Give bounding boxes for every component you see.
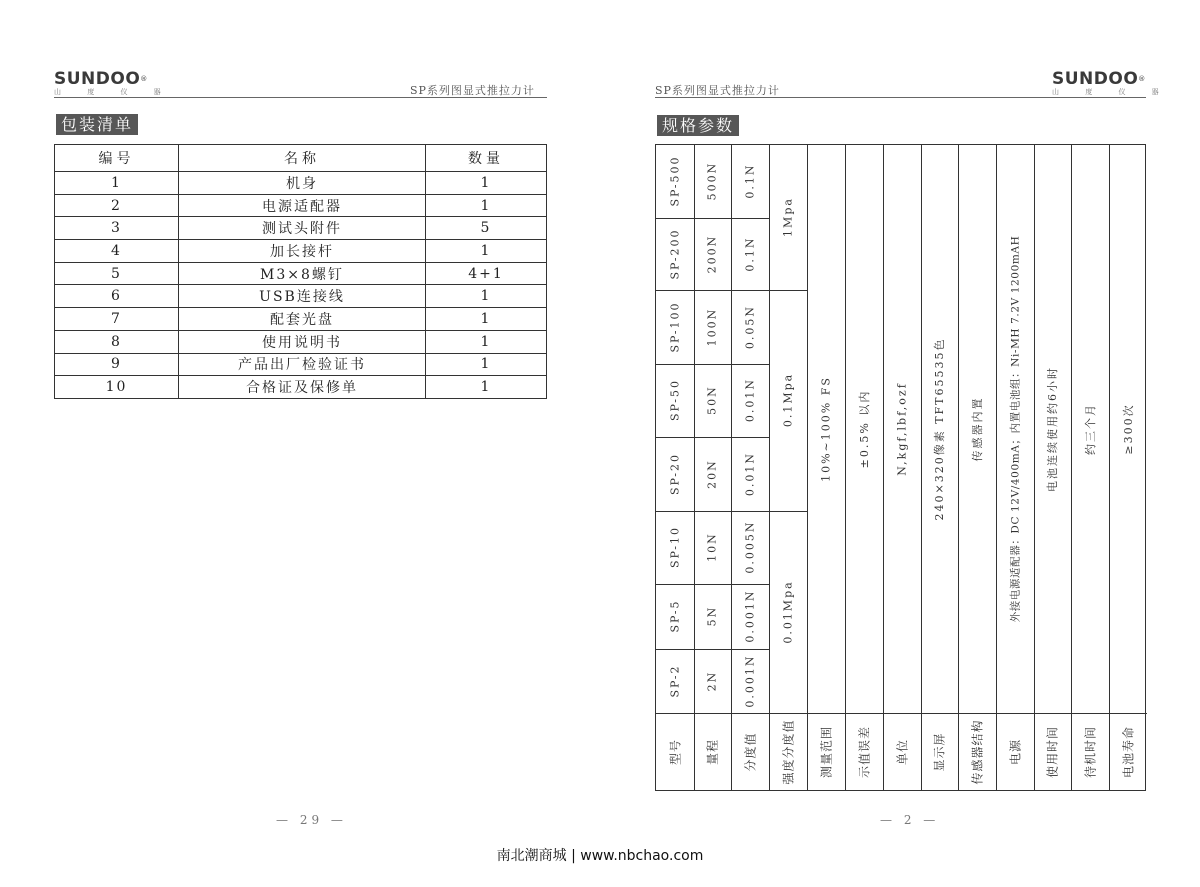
spec-model-cell: SP-100 xyxy=(668,301,682,353)
row-divider xyxy=(769,290,807,291)
col-header-name: 名称 xyxy=(179,145,426,172)
spec-label-sensor: 传感器结构 xyxy=(970,719,985,785)
cell-qty: 4+1 xyxy=(426,262,547,285)
spec-table xyxy=(655,144,1146,791)
cell-number: 8 xyxy=(55,330,179,353)
spec-range-cell: 500N xyxy=(705,161,719,201)
row-divider xyxy=(656,511,769,512)
col-divider xyxy=(845,145,846,790)
site-footer: 南北潮商城 | www.nbchao.com xyxy=(496,848,704,864)
spec-label-use-time: 使用时间 xyxy=(1045,725,1060,779)
col-divider xyxy=(958,145,959,790)
cell-name: 电源适配器 xyxy=(179,194,426,217)
cell-name: 加长接杆 xyxy=(179,240,426,263)
spec-range-cell: 20N xyxy=(705,459,719,489)
spec-strength-cell: 0.1Mpa xyxy=(781,372,795,428)
col-divider xyxy=(883,145,884,790)
left-brand-logo xyxy=(54,70,173,97)
cell-qty: 1 xyxy=(426,285,547,308)
cell-qty: 1 xyxy=(426,172,547,195)
table-row xyxy=(55,240,547,263)
cell-number: 7 xyxy=(55,308,179,331)
cell-number: 1 xyxy=(55,172,179,195)
packing-list-title: 包装清单 xyxy=(56,114,138,135)
cell-name: 配套光盘 xyxy=(179,308,426,331)
spec-division-cell: 0.001N xyxy=(743,654,757,708)
spec-sensor: 传感器内置 xyxy=(971,396,984,462)
table-header-row xyxy=(55,145,547,172)
right-header-rule xyxy=(655,97,1146,98)
spec-model-cell: SP-50 xyxy=(668,378,682,422)
table-row xyxy=(55,308,547,331)
label-row-divider xyxy=(656,713,1147,714)
cell-number: 5 xyxy=(55,262,179,285)
spec-label-power: 电源 xyxy=(1008,738,1023,766)
brand-subtitle: 山 度 仪 器 xyxy=(54,88,173,96)
spec-label-strength: 强度分度值 xyxy=(781,719,796,785)
right-page-number: — 2 — xyxy=(880,813,940,827)
right-brand-logo xyxy=(1052,70,1171,97)
spec-label-battery-life: 电池寿命 xyxy=(1121,725,1136,779)
cell-number: 4 xyxy=(55,240,179,263)
spec-division-cell: 0.1N xyxy=(743,163,757,199)
cell-name: 测试头附件 xyxy=(179,217,426,240)
cell-name: 合格证及保修单 xyxy=(179,376,426,399)
col-header-number: 编号 xyxy=(55,145,179,172)
cell-qty: 1 xyxy=(426,376,547,399)
cell-name: USB连接线 xyxy=(179,285,426,308)
col-divider xyxy=(694,145,695,790)
row-divider xyxy=(656,218,769,219)
table-row xyxy=(55,285,547,308)
spec-label-standby: 待机时间 xyxy=(1083,725,1098,779)
spec-range-cell: 2N xyxy=(705,670,719,692)
cell-number: 2 xyxy=(55,194,179,217)
spec-model-cell: SP-5 xyxy=(668,599,682,633)
spec-model-cell: SP-10 xyxy=(668,525,682,569)
cell-qty: 1 xyxy=(426,308,547,331)
spec-range-cell: 5N xyxy=(705,605,719,627)
left-header-rule xyxy=(54,97,547,98)
cell-qty: 1 xyxy=(426,194,547,217)
spec-model-cell: SP-20 xyxy=(668,452,682,496)
col-header-qty: 数量 xyxy=(426,145,547,172)
table-row xyxy=(55,330,547,353)
spec-use-time: 电池连续使用约6小时 xyxy=(1046,366,1059,492)
row-divider xyxy=(656,364,769,365)
spec-label-division: 分度值 xyxy=(743,732,758,772)
brand-subtitle: 山 度 仪 器 xyxy=(1052,88,1171,96)
spec-standby: 约三个月 xyxy=(1084,403,1097,455)
row-divider xyxy=(656,649,769,650)
spec-model-cell: SP-500 xyxy=(668,155,682,207)
cell-name: 机身 xyxy=(179,172,426,195)
table-row xyxy=(55,172,547,195)
table-row xyxy=(55,262,547,285)
spec-division-cell: 0.001N xyxy=(743,589,757,643)
spec-division-cell: 0.05N xyxy=(743,304,757,350)
cell-name: M3×8螺钉 xyxy=(179,262,426,285)
spec-division-cell: 0.005N xyxy=(743,520,757,574)
packing-list-table xyxy=(54,144,547,399)
spec-division-cell: 0.1N xyxy=(743,236,757,272)
spec-range-cell: 10N xyxy=(705,532,719,562)
table-row xyxy=(55,217,547,240)
right-header-title: SP系列图显式推拉力计 xyxy=(655,84,780,97)
row-divider xyxy=(656,290,769,291)
spec-division-cell: 0.01N xyxy=(743,377,757,423)
spec-label-measure-range: 测量范围 xyxy=(819,725,834,779)
spec-division-cell: 0.01N xyxy=(743,451,757,497)
spec-strength-cell: 0.01Mpa xyxy=(781,580,795,644)
row-divider xyxy=(656,437,769,438)
spec-range-cell: 200N xyxy=(705,234,719,274)
left-header-title: SP系列图显式推拉力计 xyxy=(410,84,535,97)
cell-number: 3 xyxy=(55,217,179,240)
spec-label-range: 量程 xyxy=(705,738,720,766)
spec-error: ±0.5% 以内 xyxy=(858,389,871,469)
spec-battery-life: ≥300次 xyxy=(1122,403,1135,455)
spec-model-cell: SP-200 xyxy=(668,228,682,280)
spec-measure-range: 10%~100% FS xyxy=(819,376,833,482)
spec-label-error: 示值误差 xyxy=(857,725,872,779)
col-divider xyxy=(807,145,808,790)
spec-strength-cell: 1Mpa xyxy=(781,197,795,237)
col-divider xyxy=(731,145,732,790)
spec-label-units: 单位 xyxy=(895,738,910,766)
col-divider xyxy=(1109,145,1110,790)
spec-title: 规格参数 xyxy=(657,115,739,136)
table-row xyxy=(55,376,547,399)
cell-number: 9 xyxy=(55,353,179,376)
spec-range-cell: 50N xyxy=(705,385,719,415)
row-divider xyxy=(656,584,769,585)
cell-name: 产品出厂检验证书 xyxy=(179,353,426,376)
spec-label-model: 型号 xyxy=(668,738,683,766)
col-divider xyxy=(996,145,997,790)
spec-model-cell: SP-2 xyxy=(668,664,682,698)
left-page-number: — 29 — xyxy=(276,813,347,827)
cell-number: 6 xyxy=(55,285,179,308)
col-divider xyxy=(769,145,770,790)
cell-name: 使用说明书 xyxy=(179,330,426,353)
brand-name: SUNDOO® xyxy=(1052,69,1146,89)
spec-power: 外接电源适配器：DC 12V/400mA；内置电池组：Ni-MH 7.2V 1200mAH xyxy=(1009,235,1022,623)
col-divider xyxy=(1071,145,1072,790)
cell-qty: 5 xyxy=(426,217,547,240)
table-row xyxy=(55,353,547,376)
col-divider xyxy=(921,145,922,790)
cell-qty: 1 xyxy=(426,330,547,353)
col-divider xyxy=(1034,145,1035,790)
cell-qty: 1 xyxy=(426,240,547,263)
spec-label-display: 显示屏 xyxy=(932,732,947,772)
spec-range-cell: 100N xyxy=(705,307,719,347)
brand-name: SUNDOO® xyxy=(54,69,148,89)
cell-number: 10 xyxy=(55,376,179,399)
spec-units: N,kgf,lbf,ozf xyxy=(895,382,909,476)
cell-qty: 1 xyxy=(426,353,547,376)
row-divider xyxy=(769,511,807,512)
table-row xyxy=(55,194,547,217)
spec-display: 240×320像素 TFT65535色 xyxy=(933,337,946,521)
